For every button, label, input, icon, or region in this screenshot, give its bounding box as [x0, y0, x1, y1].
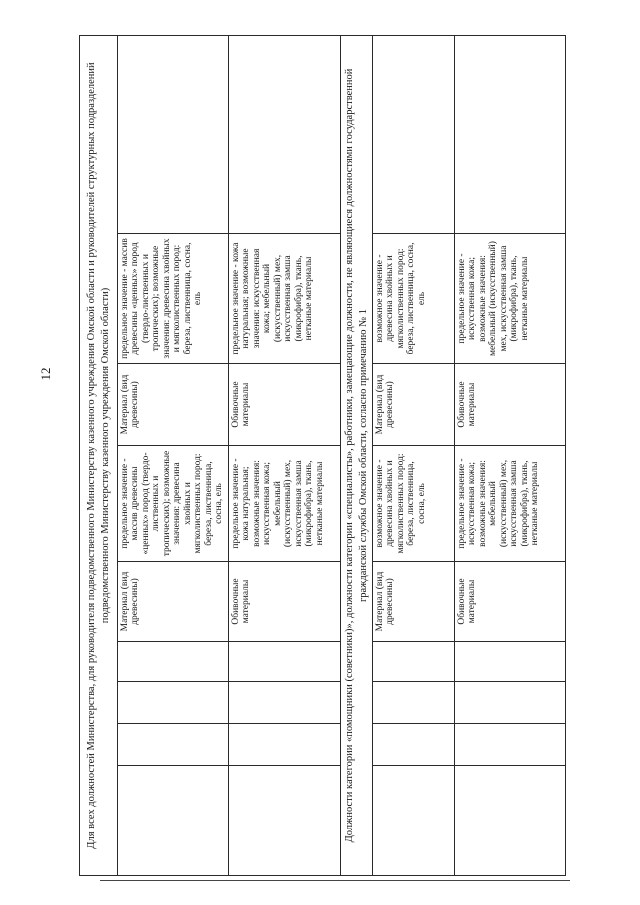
section-1-row-1	[118, 36, 229, 876]
cell-empty	[229, 766, 341, 876]
characteristic-name: Материал (вид древесины)	[373, 364, 455, 446]
cell-empty	[229, 642, 341, 682]
characteristic-value: предельное значение - кожа натуральная; возможные значения: искусственная кожа; мебельный (искусственный) мех, искусственная замша (микрофибра), ткань, нетканые материалы	[229, 446, 341, 562]
section-2-row-1	[373, 36, 455, 876]
characteristic-value: возможное значение - древесина хвойных и мягколиственных пород: береза, лиственница, сосна, ель	[373, 446, 455, 562]
cell-empty	[373, 766, 455, 876]
characteristic-name: Обивочные материалы	[455, 562, 566, 642]
section-2-header-row	[341, 36, 373, 876]
cell-empty	[455, 36, 566, 234]
cell-empty	[455, 766, 566, 876]
cell-empty	[118, 724, 229, 766]
characteristic-value: предельное значение - массив древесины «ценных» пород (твердо-лиственных и тропических); возможные значения: древесина хвойных и мягколиственных пород: береза, лиственница, сосна, ель	[118, 234, 229, 364]
characteristic-name: Обивочные материалы	[229, 364, 341, 446]
characteristic-name: Обивочные материалы	[229, 562, 341, 642]
characteristic-value: предельное значение - искусственная кожа; возможные значения: мебельный (искусственный) мех, искусственная замша (микрофибра), ткань, нетканые материалы	[455, 234, 566, 364]
characteristic-value: предельное значение - искусственная кожа; возможные значения: мебельный (искусственный) мех, искусственная замша (микрофибра), ткань, нетканые материалы	[455, 446, 566, 562]
cell-empty	[373, 642, 455, 682]
characteristic-value: предельное значение - массив древесины «ценных» пород (твердо-лиственных и тропических); возможные значения: древесина хвойных и мягколиственных пород: береза, лиственница, сосна, ель	[118, 446, 229, 562]
cell-empty	[373, 682, 455, 724]
section-1-row-2	[229, 36, 341, 876]
cell-empty	[118, 36, 229, 234]
cell-empty	[455, 642, 566, 682]
page-bottom-rule	[100, 880, 570, 881]
characteristic-value: предельное значение - кожа натуральная; возможные значения: искусственная кожа; мебельный (искусственный) мех, искусственная замша (микрофибра), ткань, нетканые материалы	[229, 234, 341, 364]
page-number: 12	[38, 367, 53, 381]
section-1-header: Для всех должностей Министерства, для руководителя подведомственного Министерству казенного учреждения Омской области и руководителей структурных подразделений подведомственного Министерству казенного учреждения Омской области)	[80, 36, 118, 876]
section-2-header: Должности категории «помощники (советники)», должности категории «специалисты», работники, замещающие должности, не являющиеся должностями государственной гражданской службы Омской области, согласно примечанию № 1	[341, 36, 373, 876]
cell-empty	[118, 642, 229, 682]
furniture-requirements-table	[79, 35, 566, 876]
characteristic-name: Материал (вид древесины)	[373, 562, 455, 642]
characteristic-value: возможное значение - древесина хвойных и мягколиственных пород: береза, лиственница, сосна, ель	[373, 234, 455, 364]
cell-empty	[229, 682, 341, 724]
cell-empty	[373, 724, 455, 766]
cell-empty	[118, 766, 229, 876]
cell-empty	[229, 36, 341, 234]
characteristic-name: Материал (вид древесины)	[118, 364, 229, 446]
cell-empty	[455, 682, 566, 724]
cell-empty	[118, 682, 229, 724]
cell-empty	[455, 724, 566, 766]
rotated-table-wrapper	[79, 36, 565, 876]
section-1-header-row	[80, 36, 118, 876]
cell-empty	[229, 724, 341, 766]
cell-empty	[373, 36, 455, 234]
section-2-row-2	[455, 36, 566, 876]
characteristic-name: Материал (вид древесины)	[118, 562, 229, 642]
characteristic-name: Обивочные материалы	[455, 364, 566, 446]
